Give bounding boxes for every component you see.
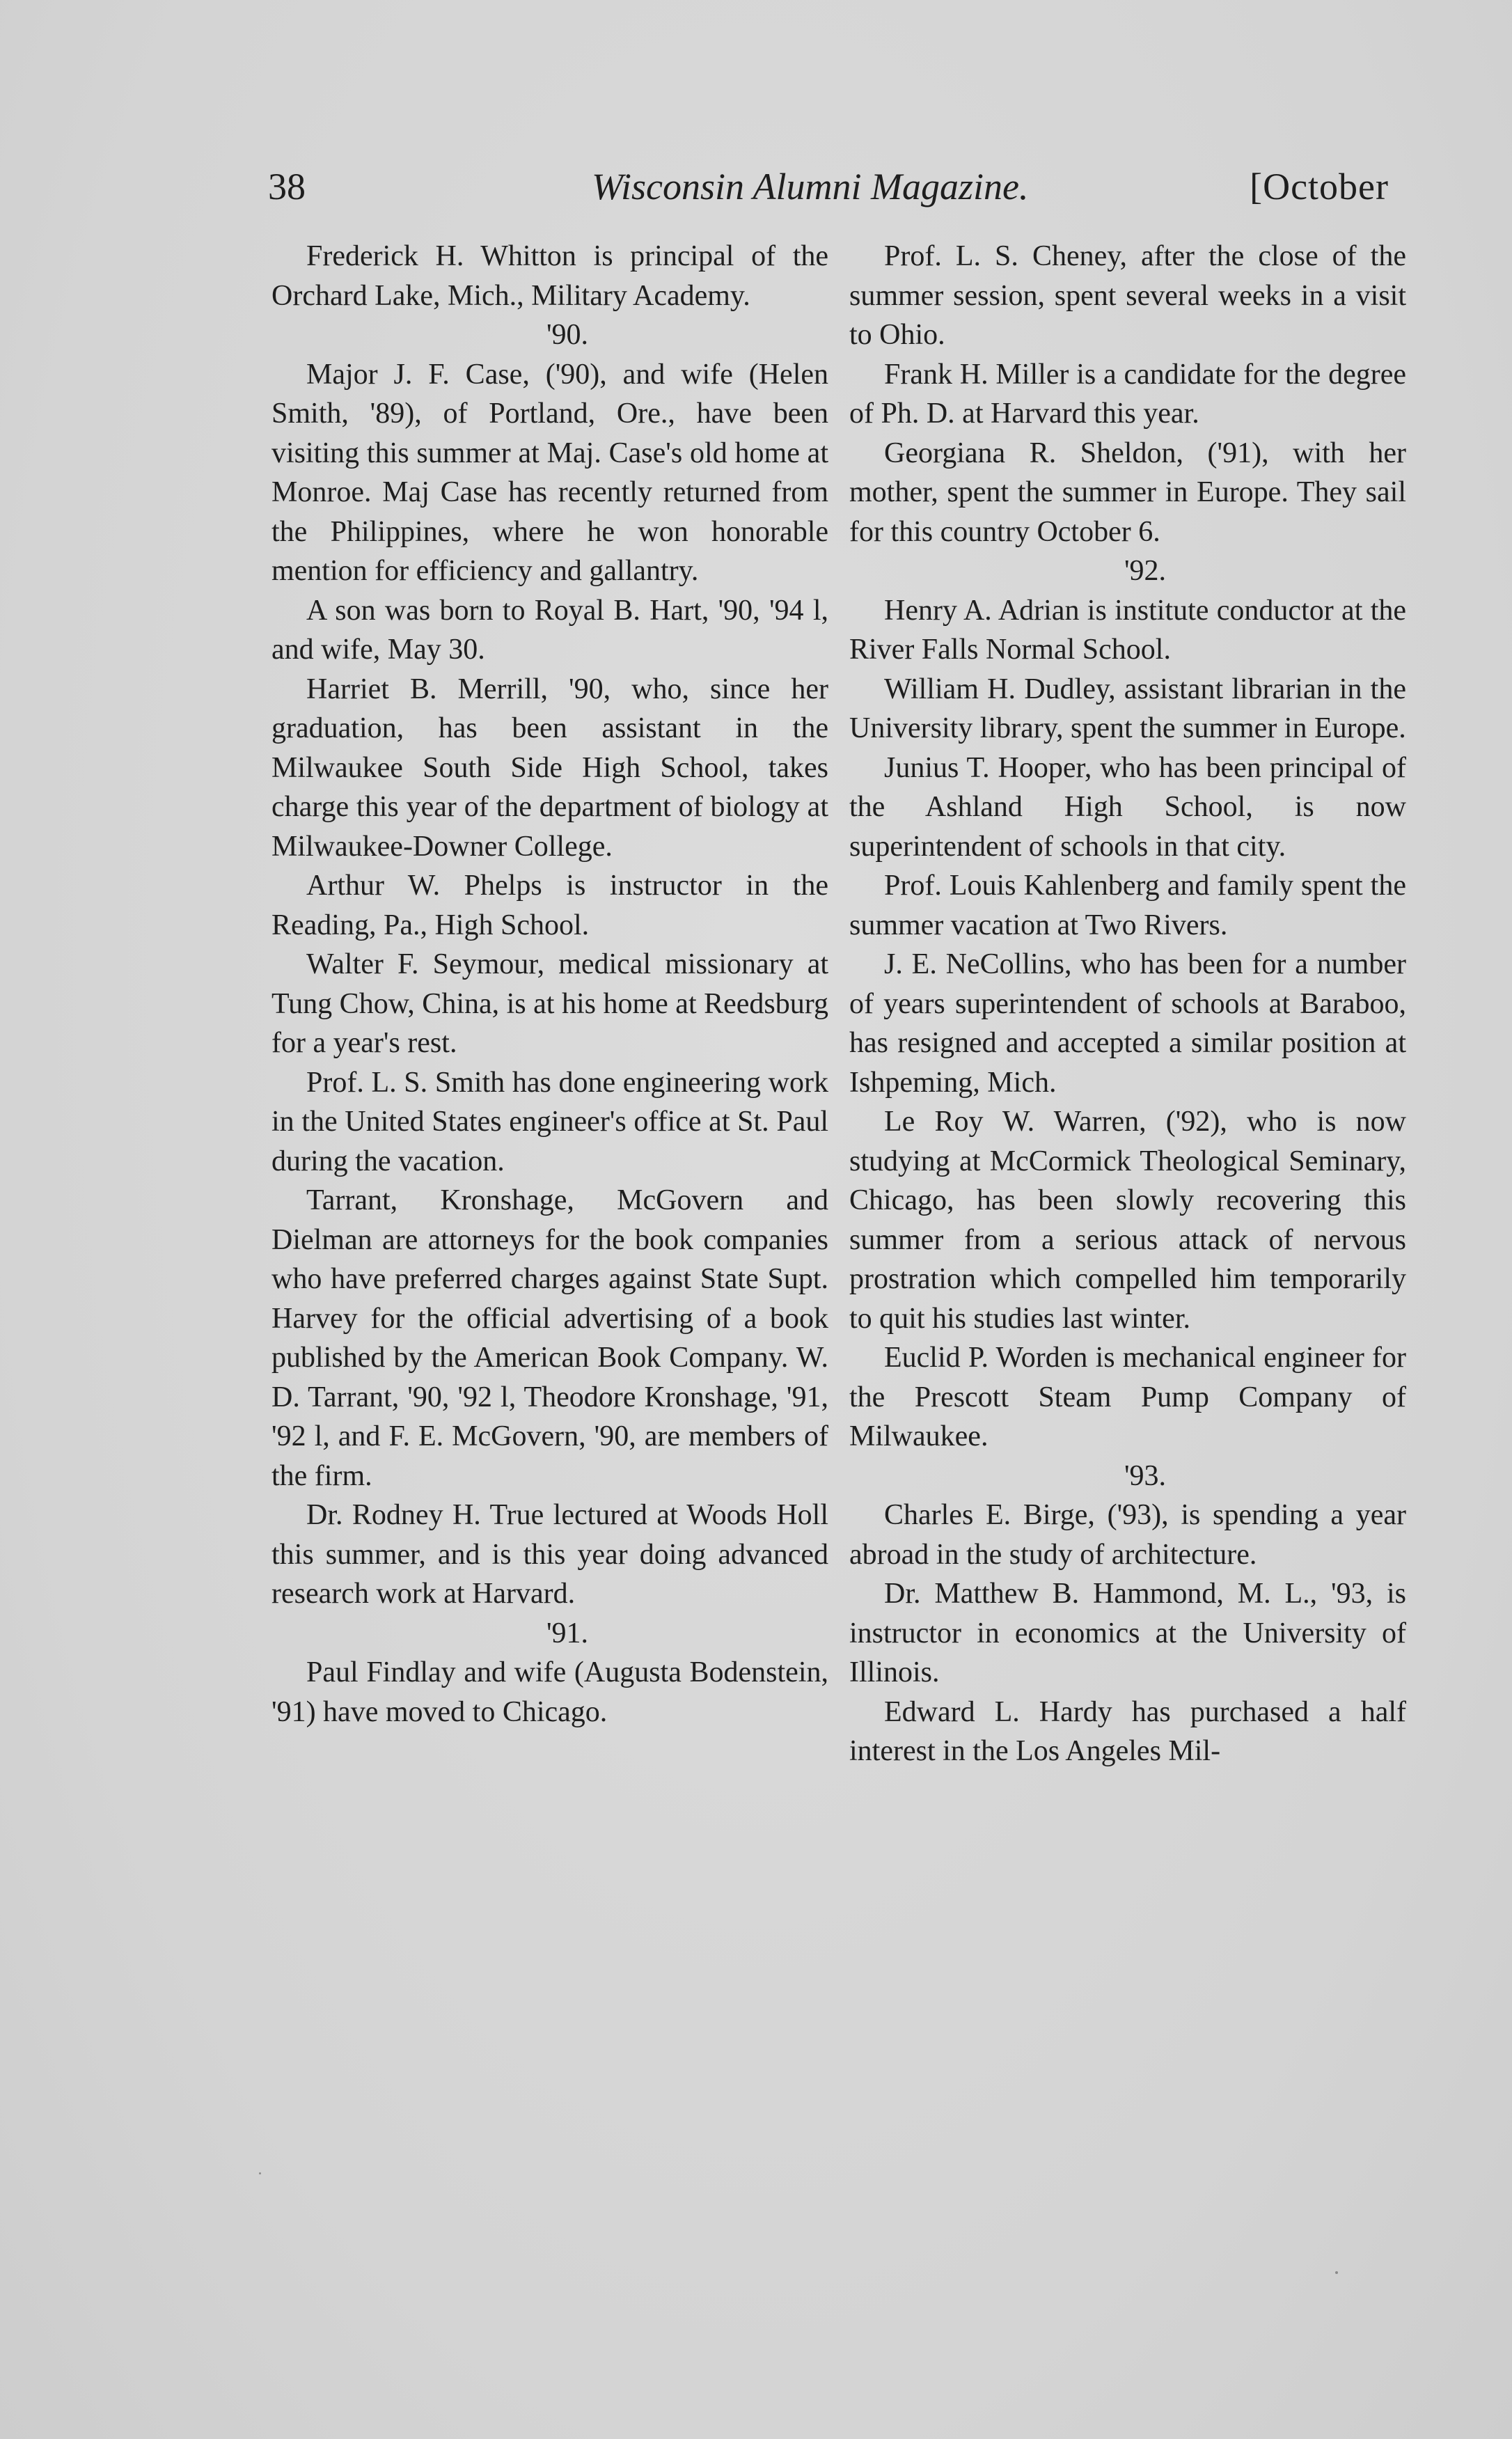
news-item: Prof. L. S. Cheney, after the close of the summer session, spent several weeks in a visit to Ohio.: [849, 240, 1406, 351]
news-item: Paul Findlay and wife (Augusta Bodenstein, '91) have moved to Chicago.: [271, 1656, 828, 1728]
news-item: Dr. Matthew B. Hammond, M. L., '93, is instructor in economics at the University of Illinois.: [849, 1578, 1406, 1688]
news-item: William H. Dudley, assistant librarian in the University library, spent the summer in Europe.: [849, 673, 1406, 744]
news-item: Junius T. Hooper, who has been principal of the Ashland High School, is now superintendent of schools in that city.: [849, 751, 1406, 863]
news-item: J. E. NeCollins, who has been for a number of years superintendent of schools at Baraboo, has resigned and accepted a similar position at Ishpeming, Mich.: [849, 948, 1406, 1099]
right-column: [849, 237, 1406, 1771]
news-item: Henry A. Adrian is institute conductor at the River Falls Normal School.: [849, 594, 1406, 666]
class-year-heading: '92.: [1124, 555, 1167, 587]
class-year-heading: '91.: [546, 1617, 589, 1649]
news-item: Walter F. Seymour, medical missionary at Tung Chow, China, is at his home at Reedsburg for a year's rest.: [271, 948, 828, 1059]
news-item: Le Roy W. Warren, ('92), who is now studying at McCormick Theological Seminary, Chicago, has been slowly recovering this summer from a serious attack of nervous prostration which compelled him temporarily to quit his studies last winter.: [849, 1106, 1406, 1335]
issue-month: [October: [1250, 166, 1389, 207]
paper-speck: [1335, 2271, 1338, 2274]
news-item: Prof. Louis Kahlenberg and family spent the summer vacation at Two Rivers.: [849, 870, 1406, 941]
running-header: [268, 159, 1389, 214]
page-number: 38: [268, 166, 306, 207]
journal-title: Wisconsin Alumni Magazine.: [592, 166, 1029, 207]
news-item: Frederick H. Whitton is principal of the Orchard Lake, Mich., Military Academy.: [271, 240, 828, 312]
news-item: Harriet B. Merrill, '90, who, since her graduation, has been assistant in the Milwaukee South Side High School, takes charge this year of the department of biology at Milwaukee-Downer College.: [271, 673, 828, 863]
news-item: Dr. Rodney H. True lectured at Woods Holl this summer, and is this year doing advanced research work at Harvard.: [271, 1499, 828, 1610]
class-year-heading: '93.: [1124, 1459, 1167, 1492]
news-item: Charles E. Birge, ('93), is spending a year abroad in the study of architecture.: [849, 1499, 1406, 1571]
paper-speck: [259, 2172, 261, 2174]
left-column: [271, 237, 828, 1732]
news-item: Major J. F. Case, ('90), and wife (Helen Smith, '89), of Portland, Ore., have been visiting this summer at Maj. Case's old home at Monroe. Maj Case has recently returned from the Philippines, where he won honorable mention for efficiency and gallantry.: [271, 358, 828, 587]
news-item: Edward L. Hardy has purchased a half interest in the Los Angeles Mil-: [849, 1695, 1406, 1767]
class-year-heading: '90.: [546, 319, 589, 351]
news-item: Arthur W. Phelps is instructor in the Reading, Pa., High School.: [271, 870, 828, 941]
news-item: A son was born to Royal B. Hart, '90, '94 l, and wife, May 30.: [271, 594, 828, 666]
news-item: Georgiana R. Sheldon, ('91), with her mother, spent the summer in Europe. They sail for this country October 6.: [849, 437, 1406, 548]
news-item: Tarrant, Kronshage, McGovern and Dielman are attorneys for the book companies who have preferred charges against State Supt. Harvey for the official advertising of a book published by the American Book Company. W. D. Tarrant, '90, '92 l, Theodore Kronshage, '91, '92 l, and F. E. McGovern, '90, are members of the firm.: [271, 1184, 828, 1492]
news-item: Euclid P. Worden is mechanical engineer for the Prescott Steam Pump Company of Milwaukee.: [849, 1342, 1406, 1452]
news-item: Frank H. Miller is a candidate for the degree of Ph. D. at Harvard this year.: [849, 358, 1406, 430]
news-item: Prof. L. S. Smith has done engineering work in the United States engineer's office at St. Paul during the vacation.: [271, 1066, 828, 1177]
